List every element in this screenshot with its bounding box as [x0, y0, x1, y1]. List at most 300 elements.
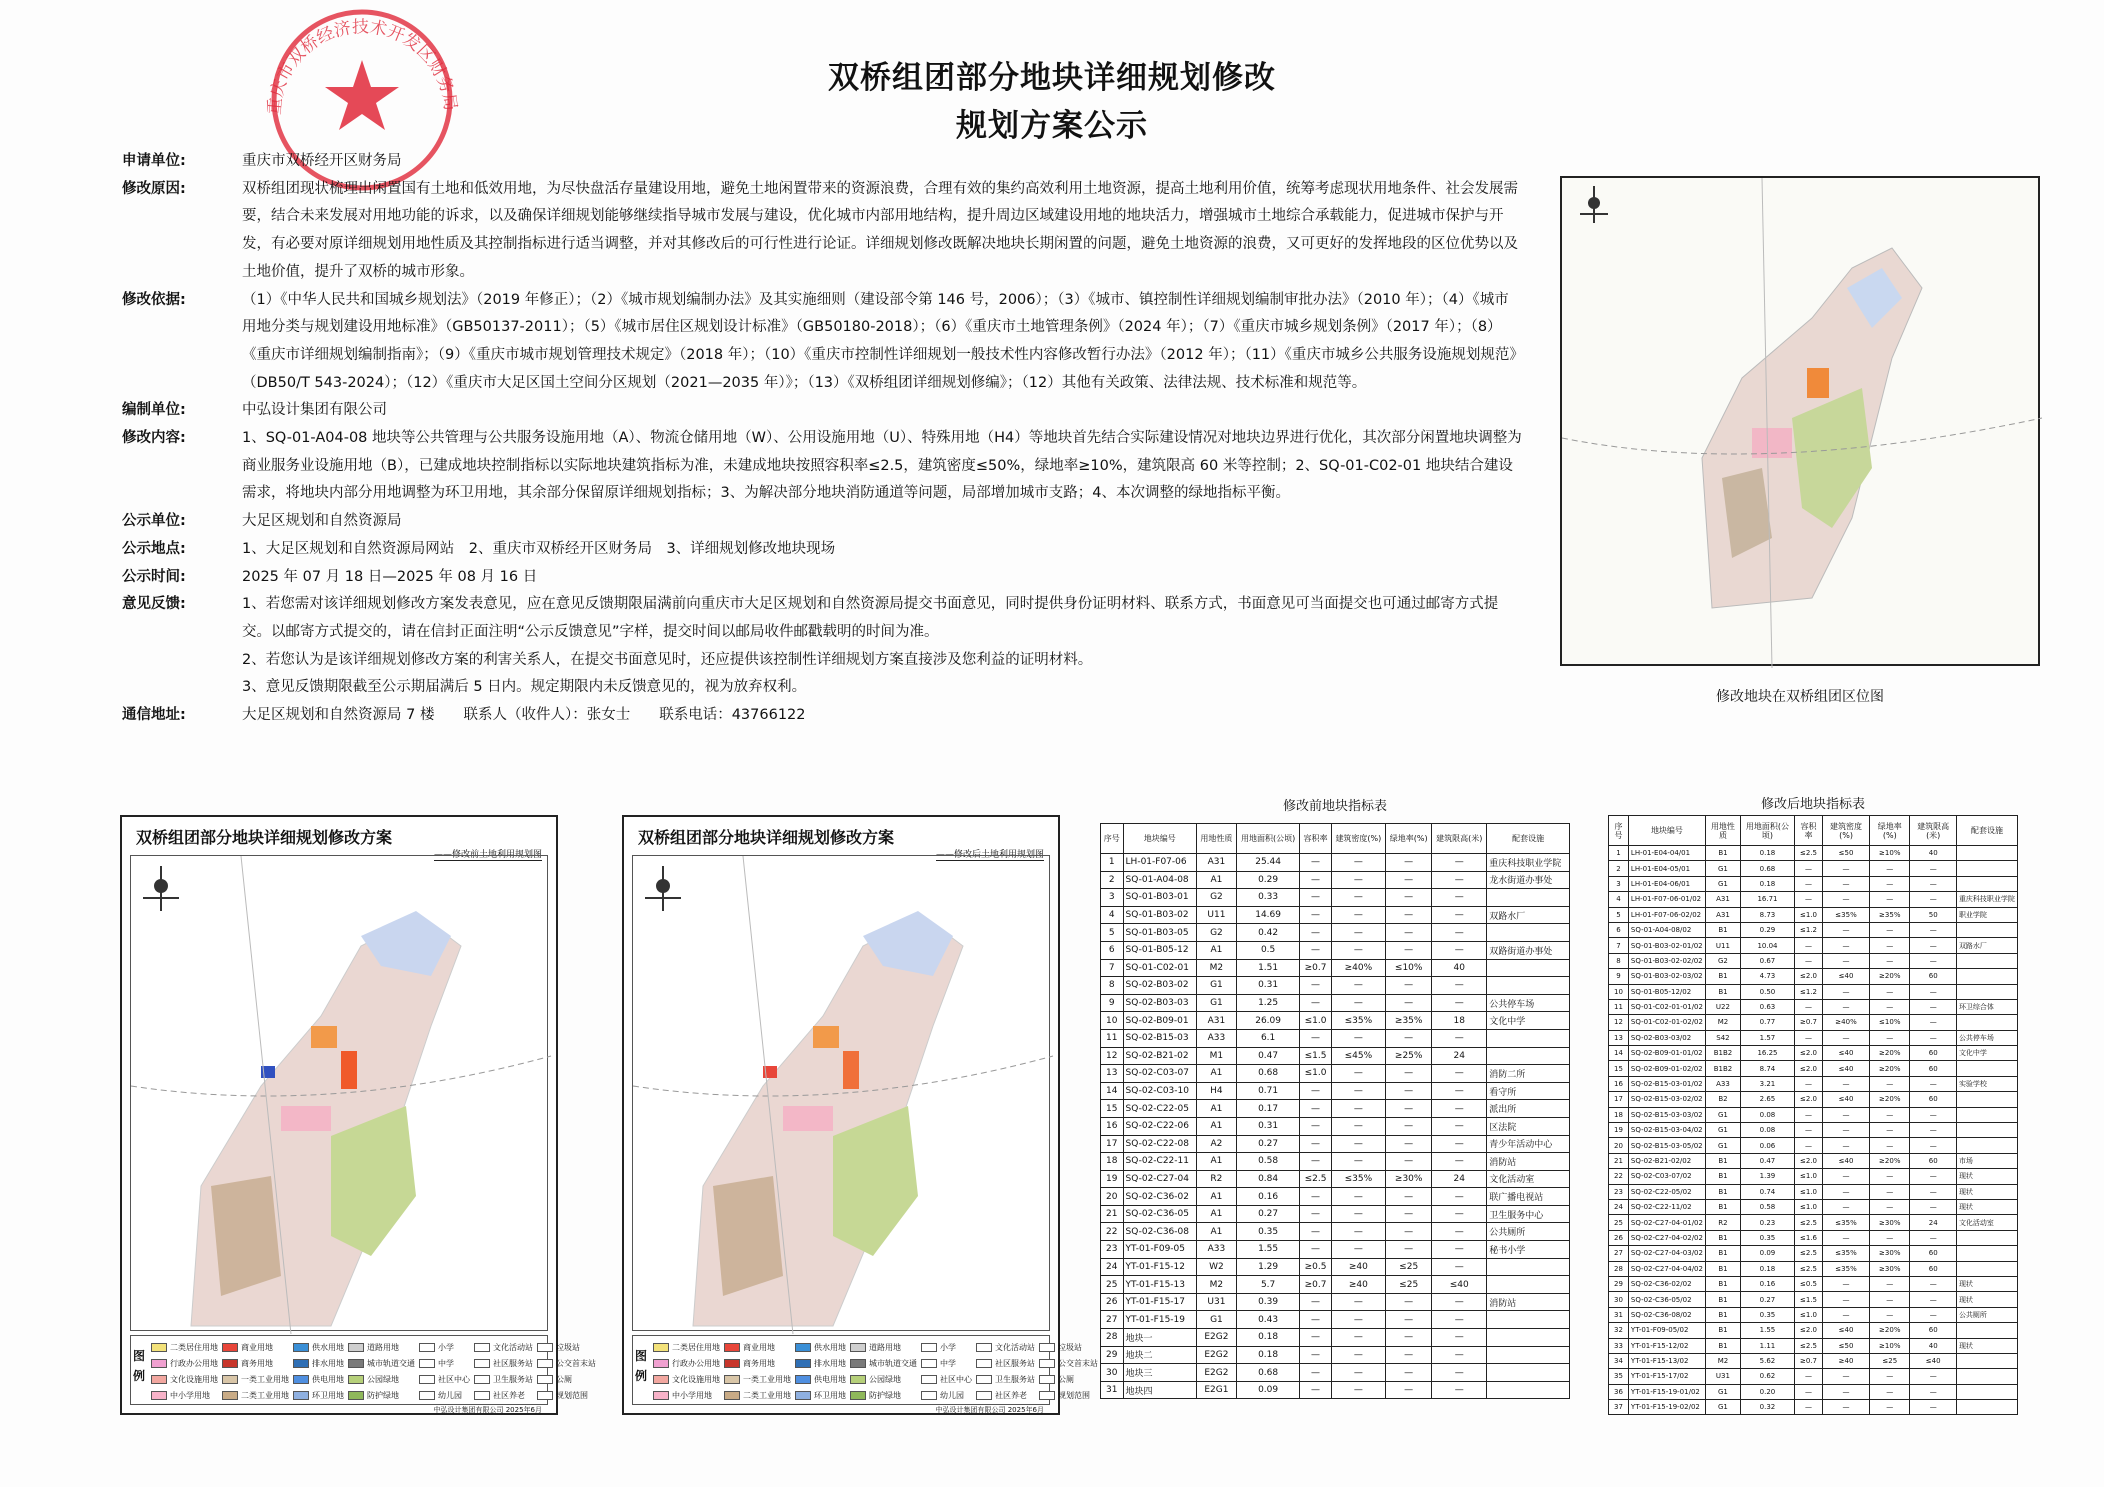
table-cell: —	[1300, 941, 1331, 959]
table-cell: —	[1331, 941, 1386, 959]
table-row	[1101, 1117, 1570, 1135]
table-cell: LH-01-E04-06/01	[1628, 876, 1705, 891]
table-cell: ≥30%	[1386, 1170, 1432, 1188]
info-row	[122, 591, 1522, 646]
table-cell: ≤40	[1822, 1153, 1869, 1168]
table-cell: 19	[1609, 1123, 1629, 1138]
legend-swatch	[348, 1359, 364, 1368]
table-cell: 5.62	[1740, 1353, 1794, 1368]
legend-item	[795, 1356, 846, 1370]
table-cell: 0.09	[1740, 1246, 1794, 1261]
table-cell: —	[1870, 922, 1910, 937]
legend-text: 一类工业用地	[241, 1374, 289, 1384]
table-row	[1609, 1215, 2018, 1230]
table-cell: —	[1432, 1364, 1487, 1382]
table-cell: 18	[1432, 1012, 1487, 1030]
table-row	[1609, 1123, 2018, 1138]
table-cell: —	[1386, 1100, 1432, 1118]
table-cell: —	[1331, 1346, 1386, 1364]
legend-item	[976, 1356, 1035, 1370]
table-cell	[1956, 846, 2017, 861]
table-row	[1101, 1188, 1570, 1206]
table-cell: ≥10%	[1870, 846, 1910, 861]
table-cell: —	[1822, 938, 1869, 953]
table-cell	[1956, 1123, 2017, 1138]
table-cell: 0.18	[1740, 1261, 1794, 1276]
legend-item	[724, 1340, 791, 1354]
table-cell: 28	[1609, 1261, 1629, 1276]
table-cell: ≤2.0	[1795, 1061, 1823, 1076]
legend-swatch	[1039, 1359, 1055, 1368]
legend-text: 道路用地	[869, 1342, 901, 1352]
table-cell: 16	[1101, 1117, 1124, 1135]
table-row	[1101, 1029, 1570, 1047]
legend-text: 幼儿园	[438, 1390, 462, 1400]
table-cell: —	[1432, 1258, 1487, 1276]
table-cell	[1956, 1061, 2017, 1076]
legend-swatch	[653, 1359, 669, 1368]
legend-item	[1039, 1372, 1098, 1386]
table-cell: 1.57	[1740, 1030, 1794, 1045]
table-cell: —	[1870, 1199, 1910, 1214]
table-cell: —	[1822, 1169, 1869, 1184]
table-cell: —	[1331, 1153, 1386, 1171]
table-cell	[1487, 1346, 1570, 1364]
notice-info-block	[122, 148, 1522, 730]
legend-item	[976, 1372, 1035, 1386]
legend-swatch	[850, 1375, 866, 1384]
table-cell: SQ-01-B03-02-01/02	[1628, 938, 1705, 953]
legend-text: 道路用地	[367, 1342, 399, 1352]
table-cell: 31	[1101, 1381, 1124, 1399]
table-header-cell: 建筑密度(%)	[1822, 816, 1869, 846]
info-label: 修改原因:	[122, 180, 186, 197]
table-cell: —	[1795, 1384, 1823, 1399]
table-cell: —	[1870, 892, 1910, 907]
legend-text: 垃圾站	[1058, 1342, 1082, 1352]
table-cell: 现状	[1956, 1169, 2017, 1184]
legend-swatch	[537, 1391, 553, 1400]
legend-text: 社区中心	[940, 1374, 972, 1384]
legend-text: 规划范围	[556, 1390, 588, 1400]
table-cell: —	[1331, 1205, 1386, 1223]
table-cell: —	[1300, 1188, 1331, 1206]
table-cell: 17	[1609, 1092, 1629, 1107]
table-header-cell: 地块编号	[1628, 816, 1705, 846]
table-cell: —	[1300, 1311, 1331, 1329]
table-cell: 1.25	[1236, 994, 1300, 1012]
table-cell	[1956, 969, 2017, 984]
table-row	[1609, 1307, 2018, 1322]
table-row	[1609, 1015, 2018, 1030]
info-value: 2、若您认为是该详细规划修改方案的利害关系人，在提交书面意见时，还应提供该控制性详细规划方案直接涉及您利益的证明材料。	[242, 651, 1093, 668]
table-cell: —	[1386, 1364, 1432, 1382]
table-cell: ≥20%	[1870, 1061, 1910, 1076]
table-cell: —	[1795, 1076, 1823, 1091]
table-cell: —	[1870, 953, 1910, 968]
table-cell	[1487, 889, 1570, 907]
table-cell: —	[1822, 1123, 1869, 1138]
table-row	[1101, 1047, 1570, 1065]
table-cell: —	[1331, 1082, 1386, 1100]
table-cell: 地块二	[1123, 1346, 1197, 1364]
table-cell: H4	[1197, 1082, 1237, 1100]
info-label: 编制单位:	[122, 402, 186, 419]
table-cell: —	[1822, 1384, 1869, 1399]
table-cell: B1	[1705, 922, 1740, 937]
table-cell: 公共停车场	[1956, 1030, 2017, 1045]
table-cell: B1	[1705, 1323, 1740, 1338]
table-cell: ≥30%	[1870, 1215, 1910, 1230]
table-cell: —	[1795, 1107, 1823, 1122]
legend-swatch	[474, 1359, 490, 1368]
table-cell: A31	[1705, 907, 1740, 922]
table-cell: SQ-02-B15-03-02/02	[1628, 1092, 1705, 1107]
table-cell: 29	[1609, 1276, 1629, 1291]
table-cell: —	[1331, 1065, 1386, 1083]
table-cell: SQ-02-B15-03-05/02	[1628, 1138, 1705, 1153]
table-row	[1101, 1293, 1570, 1311]
table-cell: —	[1331, 906, 1386, 924]
table-cell: 现状	[1956, 1199, 2017, 1214]
table-cell: —	[1300, 1241, 1331, 1259]
table-row	[1609, 846, 2018, 861]
table-cell: M2	[1197, 959, 1237, 977]
table-row	[1101, 1223, 1570, 1241]
table-cell: —	[1910, 922, 1956, 937]
table-cell: ≥35%	[1870, 907, 1910, 922]
table-cell	[1487, 959, 1570, 977]
table-cell: YT-01-F15-13/02	[1628, 1353, 1705, 1368]
info-row	[122, 647, 1522, 675]
table-cell: 1.29	[1236, 1258, 1300, 1276]
legend-text: 排水用地	[814, 1358, 846, 1368]
table-cell: B1	[1705, 846, 1740, 861]
table-cell	[1956, 922, 2017, 937]
table-header-cell: 容积率	[1795, 816, 1823, 846]
table-cell: ≤40	[1822, 1046, 1869, 1061]
table-cell	[1956, 1384, 2017, 1399]
legend-item	[795, 1340, 846, 1354]
table-cell: ≤40	[1822, 969, 1869, 984]
table-cell: —	[1331, 1117, 1386, 1135]
table-cell: ≤45%	[1331, 1047, 1386, 1065]
table-row	[1101, 1012, 1570, 1030]
table-cell: 24	[1432, 1047, 1487, 1065]
table-cell	[1956, 876, 2017, 891]
table-cell: M2	[1705, 1015, 1740, 1030]
table-cell: YT-01-F09-05	[1123, 1241, 1197, 1259]
table-cell: —	[1331, 889, 1386, 907]
legend-swatch	[348, 1391, 364, 1400]
table-cell: 0.35	[1236, 1223, 1300, 1241]
legend-swatch	[151, 1343, 167, 1352]
table-cell: E2G2	[1197, 1329, 1237, 1347]
table-cell: 现状	[1956, 1292, 2017, 1307]
map-credit: 中弘设计集团有限公司 2025年6月	[935, 1406, 1044, 1414]
legend-text: 防护绿地	[869, 1390, 901, 1400]
table-header-cell: 绿地率(%)	[1870, 816, 1910, 846]
table-cell: —	[1331, 1135, 1386, 1153]
table-cell: ≤2.0	[1795, 1153, 1823, 1168]
table-cell: 现状	[1956, 1276, 2017, 1291]
table-header-cell: 建筑密度(%)	[1331, 824, 1386, 854]
table-cell: G1	[1197, 977, 1237, 995]
table-row	[1609, 984, 2018, 999]
table-cell: ≥10%	[1870, 1338, 1910, 1353]
table-cell: B1	[1705, 1276, 1740, 1291]
table-cell	[1956, 1107, 2017, 1122]
table-cell: SQ-02-C03-07/02	[1628, 1169, 1705, 1184]
table-cell: YT-01-F15-12/02	[1628, 1338, 1705, 1353]
table-cell: ≤40	[1822, 1092, 1869, 1107]
info-row	[122, 508, 1522, 536]
legend-text: 二类居住用地	[672, 1342, 720, 1352]
map-credit: 中弘设计集团有限公司 2025年6月	[433, 1406, 542, 1414]
legend-text: 文化活动站	[995, 1342, 1035, 1352]
table-cell: 3	[1609, 876, 1629, 891]
table-cell: —	[1870, 1230, 1910, 1245]
table-cell: —	[1386, 1082, 1432, 1100]
legend-label: 图例	[635, 1349, 648, 1383]
table-cell: E2G1	[1197, 1381, 1237, 1399]
legend-item	[921, 1356, 972, 1370]
table-row	[1609, 1046, 2018, 1061]
table-cell: B1B2	[1705, 1061, 1740, 1076]
legend-text: 中小学用地	[170, 1390, 210, 1400]
table-cell: G1	[1705, 1400, 1740, 1415]
table-row	[1101, 1364, 1570, 1382]
legend-swatch	[293, 1343, 309, 1352]
table-cell: 22	[1609, 1169, 1629, 1184]
table-cell: 34	[1609, 1353, 1629, 1368]
table-cell	[1956, 1230, 2017, 1245]
table-cell: B1	[1705, 1292, 1740, 1307]
table-cell: 16.25	[1740, 1046, 1794, 1061]
legend-item	[795, 1388, 846, 1402]
info-value: 1、SQ-01-A04-08 地块等公共管理与公共服务设施用地（A）、物流仓储用地（W）、公用设施用地（U）、特殊用地（H4）等地块首先结合实际建设情况对地块边界进行优化，其次部分闲置地块调整为商业服务业设施用地（B），已建成地块控制指标以实际地块建筑指标为准，未建成地块按照容积率≤2.5，建筑密度≤50%，绿地率≥10%，建筑限高 60 米等控制；2、SQ-01-C02-01 地块结合建设需求，将地块内部分用地调整为环卫用地，其余部分保留原详细规划指标；3、为解决部分地块消防通道等问题，局部增加城市支路；4、本次调整的绿地指标平衡。	[242, 430, 1522, 502]
table-cell: —	[1300, 1364, 1331, 1382]
legend-item	[293, 1388, 344, 1402]
map-title: 双桥组团部分地块详细规划修改方案	[136, 828, 393, 847]
table-cell: —	[1386, 924, 1432, 942]
table-cell: 秘书小学	[1487, 1241, 1570, 1259]
table-cell: 0.84	[1236, 1170, 1300, 1188]
location-map	[1560, 176, 2040, 666]
legend-text: 卫生服务站	[493, 1374, 533, 1384]
table-cell	[1487, 1364, 1570, 1382]
legend-swatch	[419, 1391, 435, 1400]
table-row	[1609, 861, 2018, 876]
legend-swatch	[724, 1391, 740, 1400]
table-cell	[1487, 1311, 1570, 1329]
info-label: 修改依据:	[122, 291, 186, 308]
table-cell: 24	[1609, 1199, 1629, 1214]
legend-text: 文化活动站	[493, 1342, 533, 1352]
table-cell: —	[1910, 876, 1956, 891]
info-value: 重庆市双桥经开区财务局	[242, 153, 402, 169]
table-cell: 地块四	[1123, 1381, 1197, 1399]
table-cell: 26	[1101, 1293, 1124, 1311]
table-cell	[1956, 1261, 2017, 1276]
table-cell: 31	[1609, 1307, 1629, 1322]
table-cell: 12	[1609, 1015, 1629, 1030]
table-cell: ≤35%	[1822, 907, 1869, 922]
legend-swatch	[537, 1359, 553, 1368]
table-cell: SQ-02-C36-08/02	[1628, 1307, 1705, 1322]
table-cell	[1487, 924, 1570, 942]
legend-item	[724, 1372, 791, 1386]
table-cell: —	[1432, 1329, 1487, 1347]
table-cell: G1	[1705, 861, 1740, 876]
table-row	[1101, 1205, 1570, 1223]
legend-swatch	[222, 1343, 238, 1352]
table-cell: R2	[1705, 1215, 1740, 1230]
legend-item	[348, 1340, 415, 1354]
table-cell: —	[1822, 1276, 1869, 1291]
table-cell: —	[1822, 1369, 1869, 1384]
table-cell: A31	[1705, 892, 1740, 907]
table-cell: 青少年活动中心	[1487, 1135, 1570, 1153]
table-cell: ≤2.0	[1795, 1323, 1823, 1338]
table-cell: M2	[1705, 1353, 1740, 1368]
legend-text: 环卫用地	[312, 1390, 344, 1400]
table-cell: —	[1432, 1188, 1487, 1206]
table-cell: 21	[1101, 1205, 1124, 1223]
table-cell: SQ-01-A04-08/02	[1628, 922, 1705, 937]
table-cell: 6.1	[1236, 1029, 1300, 1047]
table-before-caption: 修改前地块指标表	[1282, 799, 1387, 814]
table-cell: —	[1432, 1381, 1487, 1399]
table-cell: ≥0.7	[1300, 959, 1331, 977]
table-header-row	[1609, 816, 2018, 846]
table-cell: —	[1386, 1188, 1432, 1206]
table-row	[1101, 1381, 1570, 1399]
table-cell: G1	[1705, 1107, 1740, 1122]
legend-text: 社区养老	[493, 1390, 525, 1400]
table-cell: 联广播电视站	[1487, 1188, 1570, 1206]
table-cell	[1487, 1047, 1570, 1065]
legend-text: 城市轨道交通	[869, 1358, 917, 1368]
table-cell: G1	[1705, 1384, 1740, 1399]
table-cell: 0.33	[1236, 889, 1300, 907]
table-cell: ≤25	[1386, 1258, 1432, 1276]
info-value: 大足区规划和自然资源局	[242, 513, 402, 530]
table-cell: —	[1870, 1400, 1910, 1415]
legend-text: 行政办公用地	[170, 1358, 218, 1368]
table-cell: 11	[1609, 999, 1629, 1014]
table-cell: 0.16	[1236, 1188, 1300, 1206]
table-cell: 24	[1432, 1170, 1487, 1188]
table-header-cell: 容积率	[1300, 824, 1331, 854]
table-cell: SQ-02-B03-03/02	[1628, 1030, 1705, 1045]
table-cell: 8.74	[1740, 1061, 1794, 1076]
table-cell: 19	[1101, 1170, 1124, 1188]
table-cell: YT-01-F15-19-02/02	[1628, 1400, 1705, 1415]
legend-swatch	[474, 1343, 490, 1352]
legend-text: 公厕	[556, 1374, 572, 1384]
table-cell: 16	[1609, 1076, 1629, 1091]
legend-swatch	[222, 1359, 238, 1368]
table-header-cell: 序号	[1609, 816, 1629, 846]
table-cell: G1	[1705, 1138, 1740, 1153]
table-header-cell: 地块编号	[1123, 824, 1197, 854]
table-cell: —	[1331, 1311, 1386, 1329]
table-cell	[1956, 1138, 2017, 1153]
table-row	[1609, 876, 2018, 891]
legend-text: 社区服务站	[493, 1358, 533, 1368]
info-row	[122, 536, 1522, 564]
table-cell: U22	[1705, 999, 1740, 1014]
info-row	[122, 425, 1522, 508]
table-cell: 1	[1101, 854, 1124, 872]
table-cell: —	[1910, 1184, 1956, 1199]
info-row	[122, 287, 1522, 398]
table-cell: —	[1822, 1292, 1869, 1307]
table-cell: ≤35%	[1822, 1261, 1869, 1276]
table-cell: 37	[1609, 1400, 1629, 1415]
table-cell: SQ-02-C22-05	[1123, 1100, 1197, 1118]
table-cell: YT-01-F15-19	[1123, 1311, 1197, 1329]
table-cell: A31	[1197, 1012, 1237, 1030]
legend-text: 文化设施用地	[170, 1374, 218, 1384]
legend-text: 中学	[438, 1358, 454, 1368]
table-cell: 0.23	[1740, 1215, 1794, 1230]
table-cell: —	[1870, 1169, 1910, 1184]
table-cell: G2	[1197, 924, 1237, 942]
legend-swatch	[1039, 1391, 1055, 1400]
table-cell: 60	[1910, 969, 1956, 984]
legend-item	[348, 1388, 415, 1402]
table-cell: SQ-02-B09-01	[1123, 1012, 1197, 1030]
table-row	[1101, 871, 1570, 889]
table-cell: 5.7	[1236, 1276, 1300, 1294]
table-cell: 文化活动室	[1487, 1170, 1570, 1188]
table-row	[1101, 1346, 1570, 1364]
table-cell: YT-01-F15-13	[1123, 1276, 1197, 1294]
table-cell: —	[1432, 1065, 1487, 1083]
table-cell: 0.47	[1740, 1153, 1794, 1168]
table-cell: 消防站	[1487, 1293, 1570, 1311]
table-row	[1609, 1030, 2018, 1045]
table-cell: 0.58	[1236, 1153, 1300, 1171]
table-cell: —	[1910, 1015, 1956, 1030]
legend-swatch	[348, 1375, 364, 1384]
table-cell: —	[1910, 1384, 1956, 1399]
table-cell: SQ-01-A04-08	[1123, 871, 1197, 889]
table-cell: ≤1.5	[1795, 1292, 1823, 1307]
table-cell: —	[1386, 1065, 1432, 1083]
table-cell: —	[1300, 871, 1331, 889]
table-cell: 看守所	[1487, 1082, 1570, 1100]
table-cell: 18	[1609, 1107, 1629, 1122]
table-cell: 14	[1101, 1082, 1124, 1100]
table-cell: A1	[1197, 1188, 1237, 1206]
table-cell: —	[1331, 1329, 1386, 1347]
table-cell: 33	[1609, 1338, 1629, 1353]
table-cell: 0.29	[1740, 922, 1794, 937]
table-row	[1101, 959, 1570, 977]
table-cell: 5	[1101, 924, 1124, 942]
table-cell: 40	[1910, 846, 1956, 861]
table-cell: 0.18	[1236, 1346, 1300, 1364]
table-cell: 40	[1432, 959, 1487, 977]
table-cell: —	[1432, 1205, 1487, 1223]
table-header-cell: 建筑限高(米)	[1910, 816, 1956, 846]
legend-text: 公园绿地	[869, 1374, 901, 1384]
table-cell: E2G2	[1197, 1364, 1237, 1382]
table-cell: 1.55	[1740, 1323, 1794, 1338]
